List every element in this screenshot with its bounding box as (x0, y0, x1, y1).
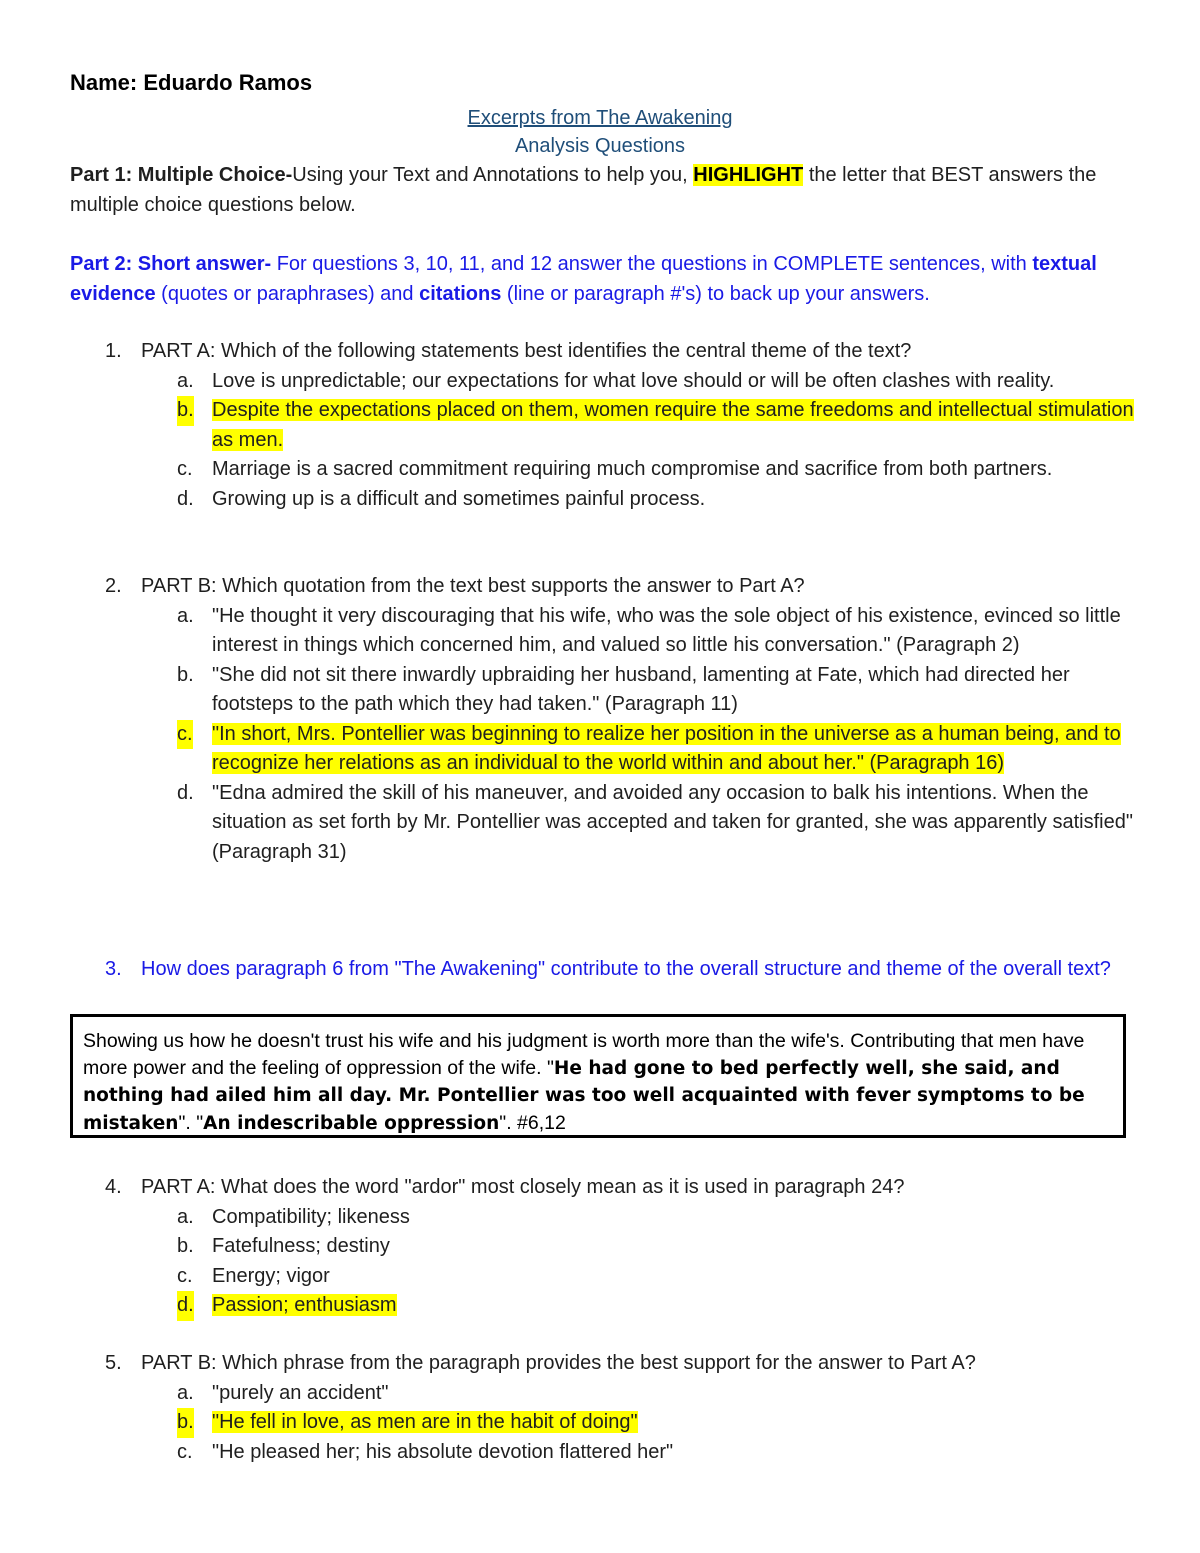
option-letter: a. (177, 369, 194, 392)
option-d[interactable] (141, 779, 1135, 868)
question-text: PART A: Which of the following statements best identifies the central theme of the text? (141, 340, 912, 362)
question-number: 5. (105, 1352, 122, 1374)
option-text: "Edna admired the skill of his maneuver, and avoided any occasion to balk his intentions. When the situation as set forth by Mr. Pontellier was accepted and taken for granted, she was apparently satisfied" (Paragraph 31) (212, 781, 1133, 863)
option-letter: d. (177, 781, 194, 804)
part1-text-b: the letter that BEST answers the multiple choice questions below. (70, 164, 1097, 216)
option-text: "purely an accident" (212, 1381, 389, 1404)
option-d[interactable] (141, 485, 1135, 515)
part2-text-a: For questions 3, 10, 11, and 12 answer the questions in COMPLETE sentences, with (276, 253, 1033, 275)
option-letter: b. (177, 663, 194, 686)
question-text: PART B: Which quotation from the text best supports the answer to Part A? (141, 575, 805, 597)
part2-bold-a: textual evidence (70, 253, 1097, 305)
option-text: Energy; vigor (212, 1264, 330, 1287)
option-text: Love is unpredictable; our expectations for what love should or will be often clashes with reality. (212, 369, 1055, 392)
option-b[interactable] (141, 661, 1135, 720)
answer-quote-b: An indescribable oppression (203, 1112, 500, 1134)
option-letter: d. (177, 1291, 194, 1321)
option-b-selected[interactable] (141, 1408, 1135, 1438)
option-letter: a. (177, 1381, 194, 1404)
option-a[interactable] (141, 1379, 1135, 1409)
option-a[interactable] (141, 602, 1135, 661)
answer-3-textbox[interactable] (70, 1014, 1126, 1138)
option-text: Growing up is a difficult and sometimes painful process. (212, 487, 706, 510)
question-text: PART B: Which phrase from the paragraph provides the best support for the answer to Part A? (141, 1352, 976, 1374)
title-subtitle: Analysis Questions (514, 135, 686, 157)
answer-text-a: Showing us how he doesn't trust his wife and his judgment is worth more than the wife's. Contributing that men have more power and the feeling of oppression of the wife. " (83, 1030, 1085, 1079)
option-text: "In short, Mrs. Pontellier was beginning to realize her position in the universe as a human being, and to recognize her relations as an individual to the world within and about her." (Paragraph 16) (212, 722, 1121, 774)
answer-text-c: ". #6,12 (499, 1111, 566, 1134)
part1-text-a: Using your Text and Annotations to help you, (292, 164, 694, 186)
question-1 (105, 337, 1135, 514)
answer-text-b: ". " (178, 1111, 204, 1134)
option-c[interactable] (141, 455, 1135, 485)
option-text: Marriage is a sacred commitment requiring much compromise and sacrifice from both partners. (212, 458, 1053, 480)
option-a[interactable] (141, 367, 1135, 397)
option-letter: b. (177, 396, 194, 426)
part2-text-c: (line or paragraph #'s) to back up your answers. (501, 283, 930, 305)
question-number: 1. (105, 340, 122, 362)
option-text: Despite the expectations placed on them, women require the same freedoms and intellectual stimulation as men. (212, 399, 1134, 451)
option-text: Passion; enthusiasm (212, 1294, 397, 1316)
option-letter: b. (177, 1408, 194, 1438)
option-b-selected[interactable] (141, 396, 1135, 455)
question-text: How does paragraph 6 from "The Awakening" contribute to the overall structure and theme of the overall text? (141, 958, 1111, 980)
option-letter: c. (177, 1440, 193, 1463)
option-text: Compatibility; likeness (212, 1205, 410, 1228)
question-number: 2. (105, 575, 122, 597)
option-c[interactable] (141, 1438, 1135, 1468)
question-3 (105, 955, 1135, 985)
part2-bold-b: citations (419, 283, 502, 305)
student-name: Name: Eduardo Ramos (70, 70, 313, 95)
question-4 (105, 1173, 1135, 1321)
option-text: "He fell in love, as men are in the habit of doing" (212, 1411, 638, 1433)
option-text: Fatefulness; destiny (212, 1235, 390, 1257)
option-text: "She did not sit there inwardly upbraiding her husband, lamenting at Fate, which had directed her footsteps to the path which they had taken." (Paragraph 11) (212, 663, 1070, 715)
answer-quote-a: He had gone to bed perfectly well, she said, and nothing had ailed him all day. Mr. Pontellier was too well acquainted with fever symptoms to be mistaken (83, 1057, 1085, 1134)
highlight-word: HIGHLIGHT (693, 164, 804, 186)
option-letter: b. (177, 1235, 194, 1257)
document-title (0, 104, 1200, 160)
question-2 (105, 572, 1135, 867)
question-number: 3. (105, 958, 122, 980)
option-b[interactable] (141, 1232, 1135, 1262)
option-letter: a. (177, 1205, 194, 1228)
option-c-selected[interactable] (141, 720, 1135, 779)
option-letter: d. (177, 487, 194, 510)
question-5 (105, 1349, 1135, 1467)
question-text: PART A: What does the word "ardor" most closely mean as it is used in paragraph 24? (141, 1176, 905, 1198)
part1-instructions (70, 160, 1130, 220)
option-letter: c. (177, 458, 193, 480)
title-link[interactable]: Excerpts from The Awakening (467, 107, 733, 129)
option-letter: c. (177, 720, 193, 750)
option-letter: a. (177, 604, 194, 627)
option-text: "He thought it very discouraging that his wife, who was the sole object of his existence, evinced so little interest in things which concerned him, and valued so little his conversation." (Paragraph 2) (212, 604, 1121, 656)
option-letter: c. (177, 1264, 193, 1287)
option-c[interactable] (141, 1262, 1135, 1292)
part1-label: Part 1: Multiple Choice- (70, 164, 293, 186)
option-text: "He pleased her; his absolute devotion flattered her" (212, 1440, 674, 1463)
option-d-selected[interactable] (141, 1291, 1135, 1321)
part2-text-b: (quotes or paraphrases) and (155, 283, 420, 305)
part2-label: Part 2: Short answer- (70, 253, 277, 275)
option-a[interactable] (141, 1203, 1135, 1233)
question-number: 4. (105, 1176, 122, 1198)
part2-instructions (70, 249, 1130, 309)
